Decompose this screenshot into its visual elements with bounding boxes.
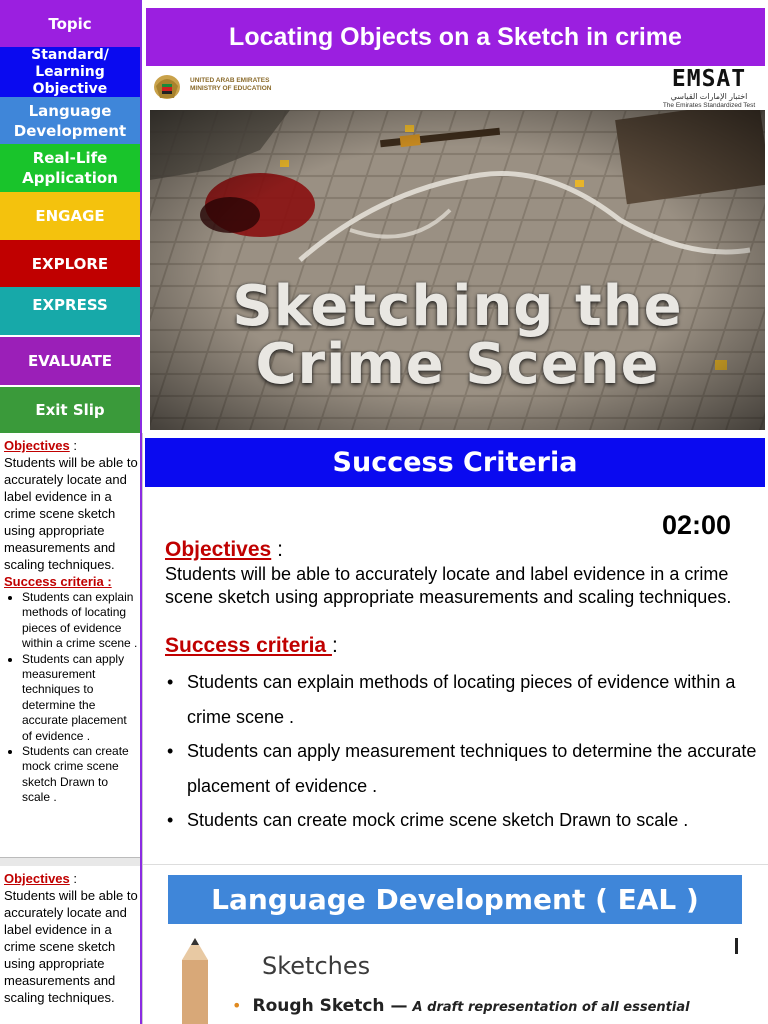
sketch-item-term: Rough Sketch — <box>252 996 408 1016</box>
emsat-arabic: اختبار الإمارات القياسي <box>670 92 748 101</box>
main-objectives-heading: Objectives : <box>165 538 283 561</box>
nav-engage-label: ENGAGE <box>35 207 105 225</box>
sidebar-criteria-label: Success criteria : <box>4 574 112 589</box>
sidebar-objectives-heading: Objectives : <box>4 438 77 453</box>
countdown-timer: 02:00 <box>662 510 732 540</box>
nav-standard-objective-label: Standard/ Learning Objective <box>31 46 109 97</box>
nav-explore[interactable] <box>0 240 140 287</box>
sketch-slide-preview <box>168 932 742 1024</box>
crime-scene-banner <box>150 110 765 430</box>
sidebar-criteria-list <box>4 590 138 806</box>
list-item: • Students can explain methods of locating pieces of evidence within a crime scene . <box>22 590 138 652</box>
sidebar-objectives-heading: Objectives : <box>4 871 77 886</box>
nav-topic[interactable] <box>0 0 140 47</box>
bullet-icon: • <box>232 996 242 1015</box>
nav-real-life-application-label: Real-Life Application <box>22 149 118 187</box>
language-development-heading: Language Development ( EAL ) <box>168 875 742 924</box>
nav-exit-slip[interactable] <box>0 387 140 433</box>
pencil-icon <box>176 938 214 1024</box>
nav-real-life-application[interactable] <box>0 144 140 192</box>
nav-explore-label: EXPLORE <box>31 254 109 273</box>
nav-exit-slip-label: Exit Slip <box>35 401 105 419</box>
sketch-item-desc: A draft representation of all essential <box>412 1000 690 1015</box>
list-item: • Students can apply measurement techniques to determine the accurate placement of evidence . <box>165 734 765 804</box>
emsat-logo <box>655 66 763 110</box>
main-criteria-heading: Success criteria : <box>165 634 338 657</box>
nav-evaluate[interactable] <box>0 337 140 385</box>
sidebar-objectives-block <box>4 437 138 806</box>
main-criteria-list <box>165 665 765 837</box>
nav-evaluate-label: EVALUATE <box>27 352 113 370</box>
uae-emblem-icon <box>150 72 184 104</box>
nav-express-label: EXPRESS <box>32 296 108 314</box>
sidebar-objectives-block-2 <box>4 870 138 1006</box>
list-item: • Students can create mock crime scene sketch Drawn to scale . <box>22 744 138 806</box>
list-item: • Students can create mock crime scene sketch Drawn to scale . <box>165 803 765 838</box>
main-objectives-label: Objectives <box>165 538 272 561</box>
banner-title <box>150 274 765 397</box>
sidebar-divider-gray <box>142 433 143 1024</box>
sidebar-objectives-text: Students will be able to accurately locate and label evidence in a crime scene sketch using appropriate measurements and scaling techniques. <box>4 888 138 1005</box>
main-objectives-text: Students will be able to accurately locate and label evidence in a crime scene sketch using appropriate measurements and scaling techniques. <box>165 564 732 607</box>
sidebar-objectives-label: Objectives <box>4 871 70 886</box>
ministry-line-2: MINISTRY OF EDUCATION <box>190 85 272 92</box>
banner-line-1: Sketching the <box>232 274 683 339</box>
sketch-slide-item <box>232 996 690 1016</box>
ministry-text <box>190 77 272 93</box>
page-title: Locating Objects on a Sketch in crime <box>146 8 765 66</box>
slide-edge-mark <box>735 938 738 954</box>
nav-express[interactable] <box>0 287 140 335</box>
banner-line-2: Crime Scene <box>255 332 660 397</box>
sidebar-separator <box>0 857 140 866</box>
list-item: • Students can apply measurement techniques to determine the accurate placement of evidence . <box>22 652 138 744</box>
sketch-slide-title: Sketches <box>262 952 371 980</box>
main-criteria-label: Success criteria <box>165 634 332 657</box>
nav-engage[interactable] <box>0 192 140 240</box>
nav-language-development[interactable] <box>0 97 140 144</box>
ministry-line-1: UNITED ARAB EMIRATES <box>190 77 270 84</box>
emsat-subtitle: The Emirates Standardized Test <box>662 102 756 109</box>
success-criteria-heading: Success Criteria <box>145 438 765 487</box>
section-divider <box>143 864 768 865</box>
sidebar-objectives-text: Students will be able to accurately locate and label evidence in a crime scene sketch using appropriate measurements and scaling techniques. <box>4 455 138 572</box>
nav-topic-label: Topic <box>48 14 92 33</box>
list-item: • Students can explain methods of locating pieces of evidence within a crime scene . <box>165 665 765 735</box>
emsat-wordmark: EMSAT <box>671 66 747 92</box>
nav-standard-objective[interactable] <box>0 47 140 97</box>
sidebar-objectives-label: Objectives <box>4 438 70 453</box>
nav-language-development-label: Language Development <box>13 101 127 140</box>
